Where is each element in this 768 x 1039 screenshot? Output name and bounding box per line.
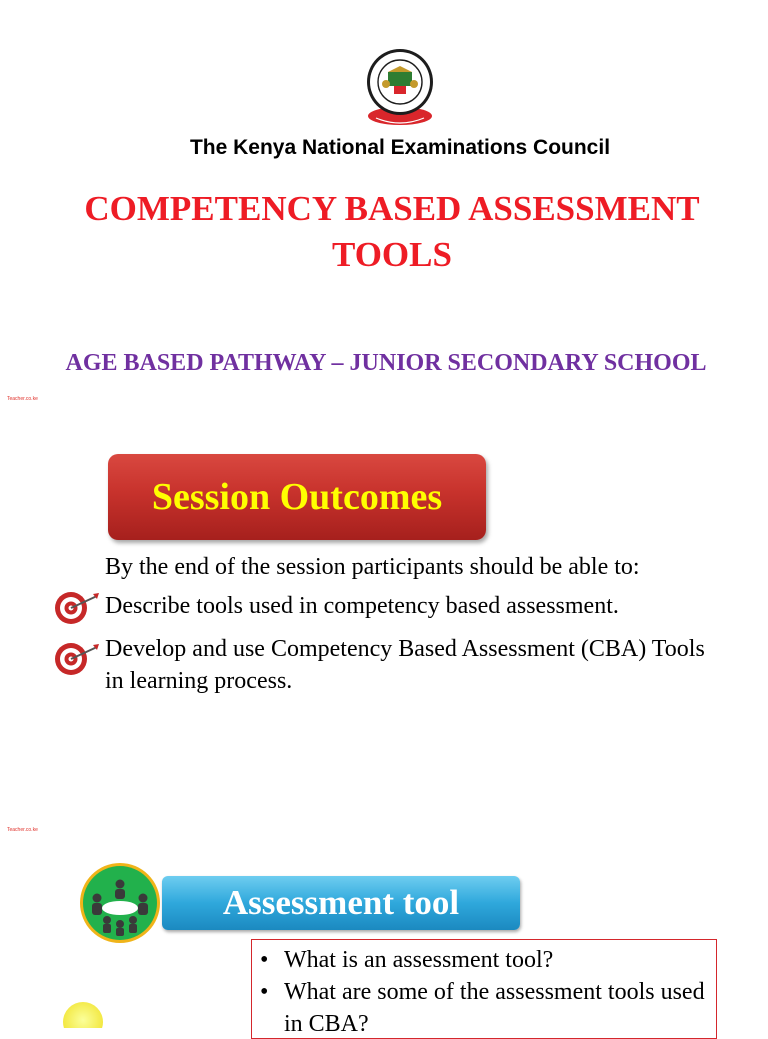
assessment-tool-label: Assessment tool (222, 883, 460, 922)
session-outcomes-label: Session Outcomes (151, 476, 443, 518)
outcome-item-2: Develop and use Competency Based Assessment (CBA) Tools in learning process. (105, 636, 705, 694)
session-outcomes-banner (108, 454, 486, 540)
questions-list (252, 940, 716, 1039)
target-dart-icon (53, 641, 99, 677)
main-title-line-1: COMPETENCY BASED ASSESSMENT (84, 189, 700, 228)
knec-seal-logo (364, 44, 436, 128)
meeting-group-icon (79, 862, 161, 944)
main-title-line-2: TOOLS (332, 235, 452, 274)
main-title (0, 186, 768, 278)
outcome-item-1: Describe tools used in competency based assessment. (105, 593, 619, 619)
outcomes-lead-in: By the end of the session participants should be able to: (105, 554, 640, 580)
council-name: The Kenya National Examinations Council (189, 136, 611, 159)
questions-box (251, 939, 717, 1039)
question-item-2: • What are some of the assessment tools used in CBA? (252, 976, 716, 1039)
target-dart-icon (53, 590, 99, 626)
watermark-text: Teacher.co.ke (7, 396, 38, 402)
assessment-tool-banner (162, 876, 520, 930)
question-item-1: • What is an assessment tool? (252, 944, 716, 976)
watermark-text: Teacher.co.ke (7, 827, 38, 833)
pathway-subtitle: AGE BASED PATHWAY – JUNIOR SECONDARY SCHOOL (65, 350, 707, 376)
